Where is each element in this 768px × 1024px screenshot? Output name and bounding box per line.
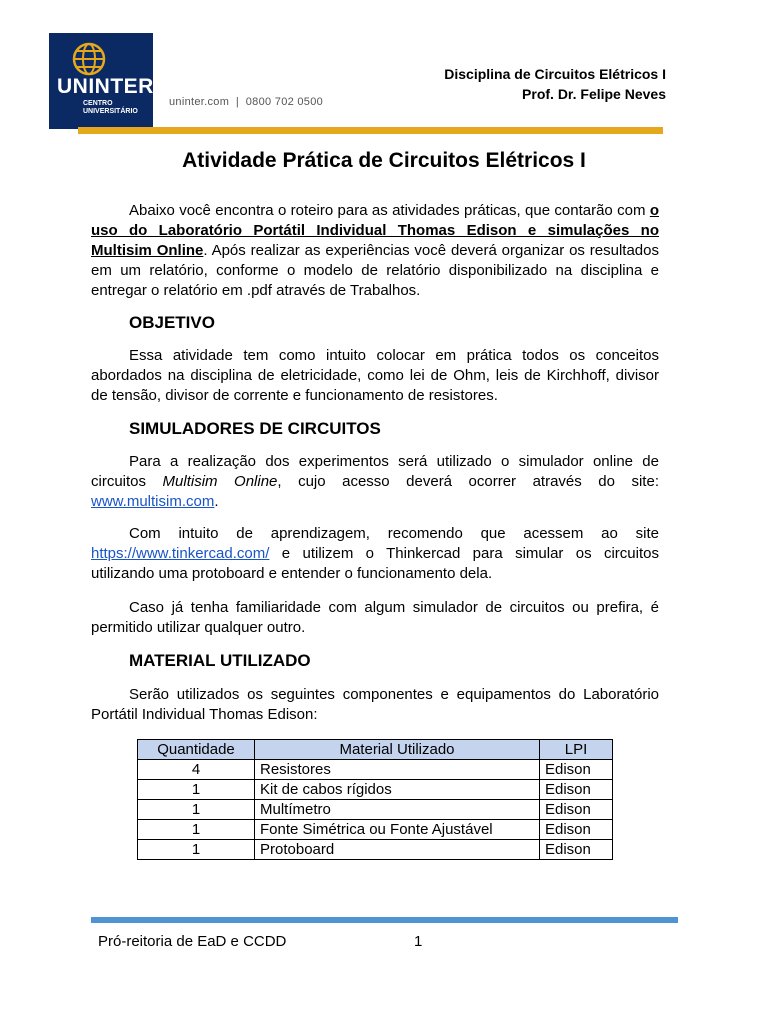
logo-subtitle	[83, 100, 138, 116]
professor-name: Prof. Dr. Felipe Neves	[522, 86, 666, 102]
intro-emphasis: o uso do Laboratório Portátil Individual Thomas Edison e simulações no Multisim Online	[91, 202, 659, 259]
column-header-material: Material Utilizado	[255, 740, 540, 760]
logo-name: UNINTER	[57, 75, 154, 98]
column-header-quantidade: Quantidade	[138, 740, 255, 760]
cell-material: Protoboard	[255, 840, 540, 860]
table-row	[138, 840, 613, 860]
objetivo-heading: OBJETIVO	[129, 313, 215, 332]
sim-p1-text-2: , cujo acesso deverá ocorrer através do site:	[277, 473, 659, 490]
cell-lpi: Edison	[540, 820, 613, 840]
cell-quantity: 4	[138, 760, 255, 780]
table-row	[138, 820, 613, 840]
contact-line: uninter.com | 0800 702 0500	[169, 96, 324, 108]
cell-lpi: Edison	[540, 760, 613, 780]
cell-material: Multímetro	[255, 800, 540, 820]
cell-material: Fonte Simétrica ou Fonte Ajustável	[255, 820, 540, 840]
sim-p2-text-1: Com intuito de aprendizagem, recomendo que acessem ao site	[129, 525, 659, 542]
simuladores-paragraph-1	[91, 452, 659, 512]
cell-lpi: Edison	[540, 800, 613, 820]
header-divider	[78, 127, 663, 134]
cell-material: Resistores	[255, 760, 540, 780]
multisim-online-italic: Multisim Online	[162, 473, 278, 490]
intro-paragraph	[91, 201, 659, 301]
table-row	[138, 800, 613, 820]
table-row	[138, 760, 613, 780]
uninter-logo	[49, 33, 153, 129]
cell-lpi: Edison	[540, 840, 613, 860]
discipline-name: Disciplina de Circuitos Elétricos I	[444, 66, 666, 82]
column-header-lpi: LPI	[540, 740, 613, 760]
cell-quantity: 1	[138, 840, 255, 860]
simuladores-paragraph-2	[91, 524, 659, 584]
cell-material: Kit de cabos rígidos	[255, 780, 540, 800]
material-paragraph: Serão utilizados os seguintes componentes e equipamentos do Laboratório Portátil Individual Thomas Edison:	[91, 686, 659, 723]
globe-icon	[69, 41, 109, 77]
multisim-link[interactable]: www.multisim.com	[91, 493, 215, 510]
footer-divider	[91, 917, 678, 923]
intro-text-1: Abaixo você encontra o roteiro para as atividades práticas, que contarão com	[129, 202, 650, 219]
intro-text-2: . Após realizar as experiências você deverá organizar os resultados em um relatório, conforme o modelo de relatório disponibilizado na disciplina e entregar o relatório em .pdf através de Trabalhos.	[91, 242, 659, 299]
objetivo-paragraph: Essa atividade tem como intuito colocar em prática todos os conceitos abordados na disciplina de eletricidade, como lei de Ohm, leis de Kirchhoff, divisor de tensão, divisor de corrente e funcionamento de resistores.	[91, 347, 659, 404]
page-title: Atividade Prática de Circuitos Elétricos I	[182, 149, 586, 172]
tinkercad-link[interactable]: https://www.tinkercad.com/	[91, 545, 270, 562]
cell-quantity: 1	[138, 820, 255, 840]
sim-p1-text-3: .	[214, 493, 219, 510]
footer-text: Pró-reitoria de EaD e CCDD	[98, 933, 287, 950]
material-heading: MATERIAL UTILIZADO	[129, 651, 311, 670]
simuladores-paragraph-3: Caso já tenha familiaridade com algum simulador de circuitos ou prefira, é permitido utilizar qualquer outro.	[91, 599, 659, 636]
logo-subtitle-line2: UNIVERSITÁRIO	[83, 108, 138, 115]
sim-p2-text-2: e utilizem o Thinkercad para simular os circuitos utilizando uma protoboard e entender o funcionamento dela.	[91, 545, 659, 582]
material-table	[137, 739, 613, 860]
document-header	[444, 64, 666, 104]
simuladores-heading: SIMULADORES DE CIRCUITOS	[129, 419, 381, 438]
table-header-row	[138, 740, 613, 760]
cell-quantity: 1	[138, 800, 255, 820]
table-row	[138, 780, 613, 800]
page-number: 1	[414, 933, 423, 950]
cell-quantity: 1	[138, 780, 255, 800]
cell-lpi: Edison	[540, 780, 613, 800]
sim-p1-text-1: Para a realização dos experimentos será utilizado o simulador online de circuitos	[91, 453, 659, 490]
logo-subtitle-line1: CENTRO	[83, 100, 113, 107]
